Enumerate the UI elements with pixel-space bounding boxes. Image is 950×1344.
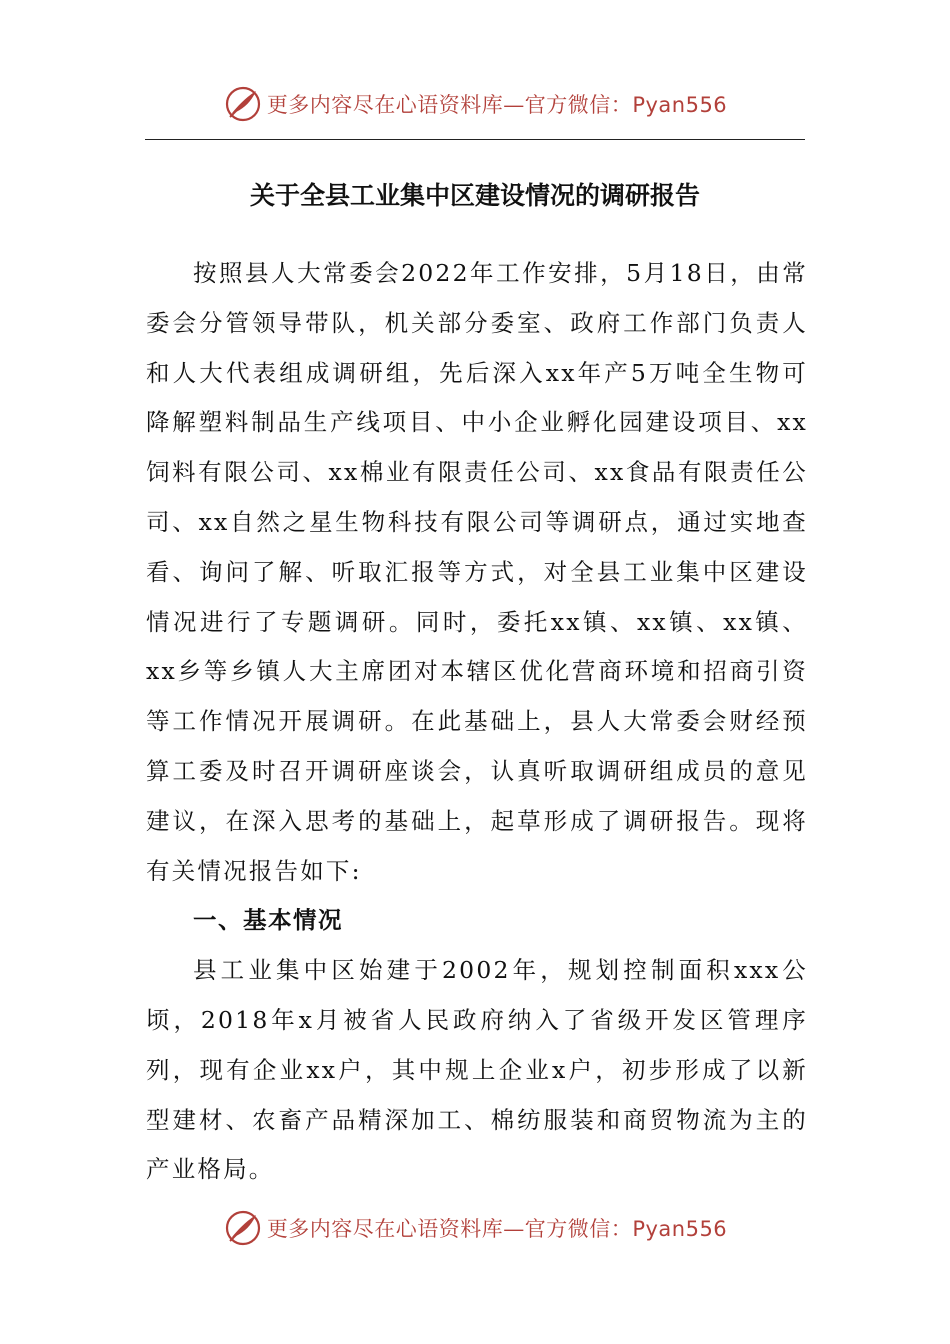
quill-logo-icon [223, 84, 263, 124]
wechat-id: Pyan556 [632, 1217, 728, 1241]
watermark-text: 更多内容尽在心语资料库—官方微信：Pyan556 [266, 93, 728, 117]
quill-logo-icon [223, 1208, 263, 1248]
watermark-text: 更多内容尽在心语资料库—官方微信：Pyan556 [266, 1217, 728, 1241]
header-watermark [0, 82, 950, 126]
intro-paragraph: 按照县人大常委会2022年工作安排，5月18日，由常委会分管领导带队，机关部分委室、政府工作部门负责人和人大代表组成调研组，先后深入xx年产5万吨全生物可降解塑料制品生产线项目、中小企业孵化园建设项目、xx饲料有限公司、xx棉业有限责任公司、xx食品有限责任公司、xx自然之星生物科技有限公司等调研点，通过实地查看、询问了解、听取汇报等方式，对全县工业集中区建设情况进行了专题调研。同时，委托xx镇、xx镇、xx镇、xx乡等乡镇人大主席团对本辖区优化营商环境和招商引资等工作情况开展调研。在此基础上，县人大常委会财经预算工委及时召开调研座谈会，认真听取调研组成员的意见建议，在深入思考的基础上，起草形成了调研报告。现将有关情况报告如下: [146, 259, 808, 885]
document-body [146, 249, 808, 1195]
section-paragraph: 县工业集中区始建于2002年，规划控制面积xxx公顷，2018年x月被省人民政府纳入了省级开发区管理序列，现有企业xx户，其中规上企业x户，初步形成了以新型建材、农畜产品精深加工、棉纺服装和商贸物流为主的产业格局。 [146, 956, 808, 1184]
section-heading: 一、基本情况 [193, 906, 343, 935]
footer-watermark [0, 1206, 950, 1250]
document-title: 关于全县工业集中区建设情况的调研报告 [249, 181, 700, 210]
header-rule [145, 139, 805, 140]
wechat-id: Pyan556 [632, 93, 728, 117]
